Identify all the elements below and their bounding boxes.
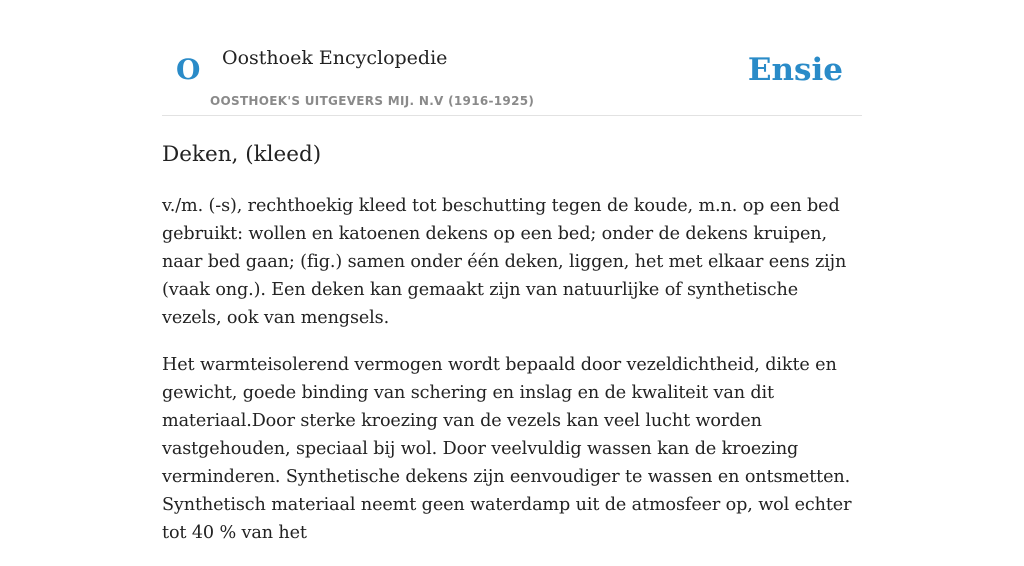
entry-paragraph: Het warmteisolerend vermogen wordt bepaald door vezeldichtheid, dikte en gewicht, goede binding van schering en inslag en de kwaliteit van dit materiaal.Door sterke kroezing van de vezels kan veel lucht worden vastgehouden, speciaal bij wol. Door veelvuldig wassen kan de kroezing verminderen. Synthetische dekens zijn eenvoudiger te wassen en ontsmetten. Synthetisch materiaal neemt geen waterdamp uit de atmosfeer op, wol echter tot 40 % van het (162, 355, 852, 543)
header-divider (162, 115, 862, 116)
entry-body (162, 192, 862, 566)
brand-logo[interactable]: Ensie (747, 52, 843, 88)
book-title[interactable]: Oosthoek Encyclopedie (222, 47, 448, 69)
entry-title: Deken, (kleed) (162, 142, 322, 167)
logo-icon[interactable]: O (176, 53, 201, 86)
entry-paragraph: v./m. (-s), rechthoekig kleed tot beschutting tegen de koude, m.n. op een bed gebruikt: wollen en katoenen dekens op een bed; onder de dekens kruipen, naar bed gaan; (fig.) samen onder één deken, liggen, het met elkaar eens zijn (vaak ong.). Een deken kan gemaakt zijn van natuurlijke of synthetische vezels, ook van mengsels. (162, 196, 847, 328)
publisher-label: OOSTHOEK'S UITGEVERS MIJ. N.V (1916-1925) (210, 94, 535, 108)
